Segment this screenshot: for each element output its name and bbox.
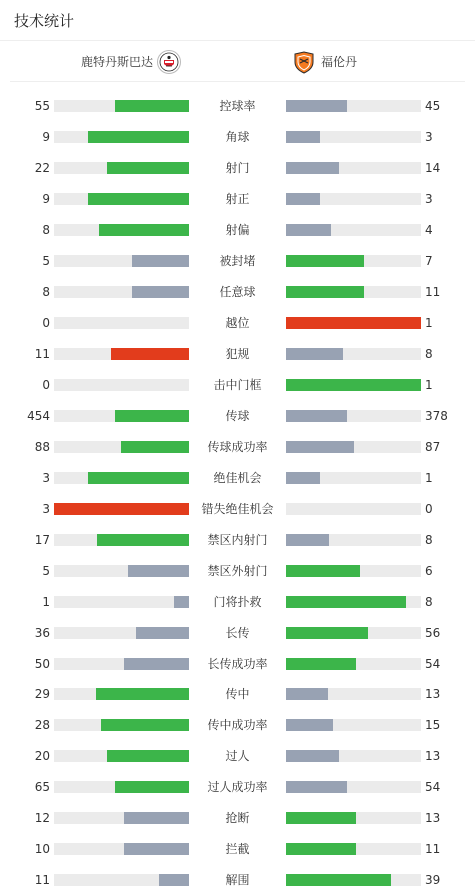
away-stat-bar (286, 410, 347, 422)
away-stat-bar (286, 719, 333, 731)
away-stat-bar (286, 627, 368, 639)
away-stat-value: 8 (425, 594, 433, 609)
away-stat-bar-track (286, 596, 421, 608)
home-stat-bar-track (54, 812, 189, 824)
home-stat-bar-track (54, 317, 189, 329)
away-stat-value: 6 (425, 563, 433, 578)
stat-row (0, 746, 475, 766)
stat-label: 禁区外射门 (207, 563, 268, 578)
home-stat-value: 5 (42, 253, 50, 268)
away-stat-value: 11 (425, 284, 441, 299)
stat-label: 过人成功率 (207, 780, 268, 795)
away-stat-value: 7 (425, 253, 433, 268)
stat-label: 门将扑救 (213, 594, 262, 609)
stat-row (0, 561, 475, 581)
stat-row (0, 468, 475, 488)
stat-label: 越位 (225, 315, 250, 330)
home-team[interactable] (81, 41, 181, 82)
home-stat-value: 50 (34, 656, 50, 671)
stat-row (0, 530, 475, 550)
stat-row (0, 715, 475, 735)
stat-row (0, 127, 475, 147)
home-stat-bar (115, 100, 189, 112)
stat-label: 长传成功率 (207, 656, 268, 671)
stat-row (0, 499, 475, 519)
away-stat-bar (286, 193, 320, 205)
home-stat-value: 28 (34, 718, 50, 733)
stat-label: 被封堵 (219, 253, 256, 268)
away-stat-value: 4 (425, 222, 433, 237)
away-team[interactable] (292, 41, 357, 82)
home-stat-bar-track (54, 627, 189, 639)
home-stat-value: 3 (42, 501, 50, 516)
away-stat-value: 378 (425, 408, 448, 423)
stat-row (0, 870, 475, 888)
away-stat-bar (286, 565, 360, 577)
away-stat-bar-track (286, 781, 421, 793)
home-stat-value: 12 (34, 811, 50, 826)
stat-label: 射门 (225, 160, 250, 175)
home-stat-value: 29 (34, 687, 50, 702)
away-stat-bar-track (286, 255, 421, 267)
away-stat-bar (286, 317, 421, 329)
stat-label: 长传 (225, 625, 250, 640)
away-stat-bar-track (286, 565, 421, 577)
home-stat-bar (88, 472, 189, 484)
home-stat-bar-track (54, 255, 189, 267)
home-stat-value: 17 (34, 532, 50, 547)
away-stat-bar (286, 688, 328, 700)
stat-row (0, 189, 475, 209)
stat-label: 错失绝佳机会 (201, 501, 274, 516)
away-stat-bar (286, 441, 354, 453)
stat-label: 击中门框 (213, 377, 262, 392)
home-stat-bar (97, 534, 189, 546)
stat-row (0, 251, 475, 271)
stat-row (0, 437, 475, 457)
teams-row (10, 41, 465, 82)
away-stat-bar-track (286, 719, 421, 731)
away-stat-value: 8 (425, 346, 433, 361)
home-stat-value: 55 (34, 99, 50, 113)
home-stat-bar-track (54, 534, 189, 546)
home-stat-value: 36 (34, 625, 50, 640)
stat-label: 射正 (225, 191, 250, 206)
home-stat-value: 20 (34, 749, 50, 764)
home-stat-bar-track (54, 565, 189, 577)
home-stat-value: 9 (42, 191, 50, 206)
away-stat-bar-track (286, 193, 421, 205)
stat-label: 传中成功率 (207, 718, 268, 733)
away-stat-value: 13 (425, 811, 441, 826)
away-stat-bar-track (286, 874, 421, 886)
away-stat-value: 1 (425, 315, 433, 330)
stat-row (0, 623, 475, 643)
stat-row (0, 839, 475, 859)
home-stat-bar-track (54, 503, 189, 515)
away-stat-bar (286, 224, 331, 236)
home-stat-bar (107, 750, 189, 762)
away-stat-value: 13 (425, 749, 441, 764)
home-stat-bar (115, 781, 189, 793)
stat-label: 拦截 (225, 842, 250, 857)
stat-label: 角球 (225, 130, 250, 144)
home-stat-bar-track (54, 719, 189, 731)
home-stat-bar-track (54, 162, 189, 174)
home-stat-bar (124, 658, 189, 670)
home-stat-bar (88, 193, 189, 205)
stat-label: 射偏 (225, 222, 250, 237)
away-stat-bar-track (286, 503, 421, 515)
home-stat-bar (101, 719, 189, 731)
away-stat-value: 8 (425, 532, 433, 547)
stat-label: 绝佳机会 (213, 470, 262, 485)
home-stat-bar-track (54, 688, 189, 700)
away-stat-value: 11 (425, 842, 441, 857)
away-stat-bar (286, 162, 339, 174)
home-stat-bar (174, 596, 189, 608)
stat-row (0, 406, 475, 426)
home-stat-bar (124, 843, 189, 855)
stats-header (0, 0, 475, 41)
away-stat-bar (286, 255, 364, 267)
away-stat-value: 13 (425, 687, 441, 702)
away-stat-bar (286, 286, 364, 298)
stat-row (0, 282, 475, 302)
away-stat-bar-track (286, 162, 421, 174)
home-stat-bar-track (54, 658, 189, 670)
home-stat-bar (107, 162, 189, 174)
away-stat-bar (286, 472, 320, 484)
home-stat-value: 8 (42, 222, 50, 237)
home-stat-bar (88, 131, 189, 143)
home-stat-value: 9 (42, 130, 50, 144)
away-stat-bar-track (286, 379, 421, 391)
home-stat-bar-track (54, 596, 189, 608)
page-title: 技术统计 (14, 11, 75, 30)
home-stat-bar (159, 874, 189, 886)
away-stat-value: 1 (425, 377, 433, 392)
away-stat-bar (286, 100, 347, 112)
stat-row (0, 375, 475, 395)
home-stat-bar (111, 348, 189, 360)
away-stat-bar-track (286, 348, 421, 360)
home-stat-bar (99, 224, 189, 236)
away-stat-bar (286, 596, 406, 608)
home-stat-bar-track (54, 100, 189, 112)
home-stat-bar-track (54, 441, 189, 453)
stat-row (0, 344, 475, 364)
away-stat-value: 45 (425, 99, 441, 113)
stat-label: 过人 (225, 749, 250, 764)
away-stat-value: 39 (425, 873, 441, 888)
away-stat-bar (286, 534, 329, 546)
home-stat-bar-track (54, 750, 189, 762)
away-stat-bar-track (286, 100, 421, 112)
away-stat-value: 87 (425, 439, 441, 454)
away-stat-bar (286, 812, 356, 824)
away-stat-value: 56 (425, 625, 441, 640)
home-stat-bar-track (54, 843, 189, 855)
away-stat-bar (286, 750, 339, 762)
away-stat-bar (286, 781, 347, 793)
home-stat-value: 65 (34, 780, 50, 795)
sparta-rotterdam-crest-icon (157, 50, 181, 74)
home-stat-value: 3 (42, 470, 50, 485)
home-stat-value: 1 (42, 594, 50, 609)
stat-row (0, 654, 475, 674)
home-stat-bar-track (54, 348, 189, 360)
stat-row (0, 808, 475, 828)
away-stat-bar (286, 874, 391, 886)
home-stat-bar-track (54, 286, 189, 298)
away-stat-bar (286, 348, 343, 360)
away-stat-value: 14 (425, 160, 441, 175)
home-stat-bar (132, 286, 189, 298)
home-stat-bar (54, 503, 189, 515)
away-stat-bar (286, 658, 356, 670)
home-stat-bar-track (54, 781, 189, 793)
home-stat-bar-track (54, 874, 189, 886)
away-stat-bar-track (286, 472, 421, 484)
away-stat-bar (286, 843, 356, 855)
home-stat-bar (132, 255, 189, 267)
away-stat-bar (286, 131, 320, 143)
away-stat-bar-track (286, 224, 421, 236)
away-team-name: 福伦丹 (321, 55, 358, 69)
stat-row (0, 96, 475, 116)
home-stat-bar (128, 565, 189, 577)
home-stat-bar (136, 627, 189, 639)
stat-label: 传中 (225, 687, 250, 702)
home-stat-value: 11 (34, 873, 50, 888)
away-stat-value: 0 (425, 501, 433, 516)
away-stat-bar-track (286, 286, 421, 298)
away-stat-value: 3 (425, 191, 433, 206)
stat-label: 解围 (225, 873, 250, 888)
stat-row (0, 313, 475, 333)
home-stat-value: 5 (42, 563, 50, 578)
away-stat-bar-track (286, 812, 421, 824)
home-stat-value: 0 (42, 315, 50, 330)
away-stat-value: 54 (425, 780, 441, 795)
away-stat-value: 3 (425, 130, 433, 144)
away-stat-bar-track (286, 534, 421, 546)
home-team-name: 鹿特丹斯巴达 (80, 55, 153, 69)
away-stat-bar-track (286, 688, 421, 700)
away-stat-bar-track (286, 410, 421, 422)
home-stat-bar-track (54, 472, 189, 484)
away-stat-bar-track (286, 750, 421, 762)
stat-row (0, 158, 475, 178)
away-stat-bar-track (286, 658, 421, 670)
home-stat-value: 10 (34, 842, 50, 857)
home-stat-value: 454 (27, 408, 50, 423)
stat-label: 任意球 (219, 284, 256, 299)
away-stat-bar-track (286, 131, 421, 143)
stat-label: 控球率 (219, 99, 256, 113)
stat-label: 传球成功率 (207, 439, 268, 454)
away-stat-value: 54 (425, 656, 441, 671)
home-stat-value: 0 (42, 377, 50, 392)
stat-row (0, 220, 475, 240)
fc-volendam-shield-icon (292, 50, 316, 74)
stat-label: 传球 (225, 408, 250, 423)
home-stat-value: 11 (34, 346, 50, 361)
home-stat-bar-track (54, 379, 189, 391)
home-stat-bar (124, 812, 189, 824)
home-stat-bar-track (54, 224, 189, 236)
away-stat-bar-track (286, 441, 421, 453)
stat-row (0, 592, 475, 612)
stat-label: 抢断 (225, 811, 250, 826)
home-stat-bar (121, 441, 189, 453)
home-stat-bar (96, 688, 189, 700)
stat-row (0, 684, 475, 704)
away-stat-value: 1 (425, 470, 433, 485)
away-stat-bar-track (286, 843, 421, 855)
home-stat-bar (115, 410, 189, 422)
home-stat-bar-track (54, 193, 189, 205)
home-stat-value: 8 (42, 284, 50, 299)
home-stat-value: 88 (34, 439, 50, 454)
home-stat-bar-track (54, 410, 189, 422)
away-stat-value: 15 (425, 718, 441, 733)
away-stat-bar-track (286, 627, 421, 639)
home-stat-bar-track (54, 131, 189, 143)
stat-label: 犯规 (225, 346, 250, 361)
stat-row (0, 777, 475, 797)
away-stat-bar-track (286, 317, 421, 329)
home-stat-value: 22 (34, 160, 50, 175)
stat-label: 禁区内射门 (207, 532, 268, 547)
away-stat-bar (286, 379, 421, 391)
